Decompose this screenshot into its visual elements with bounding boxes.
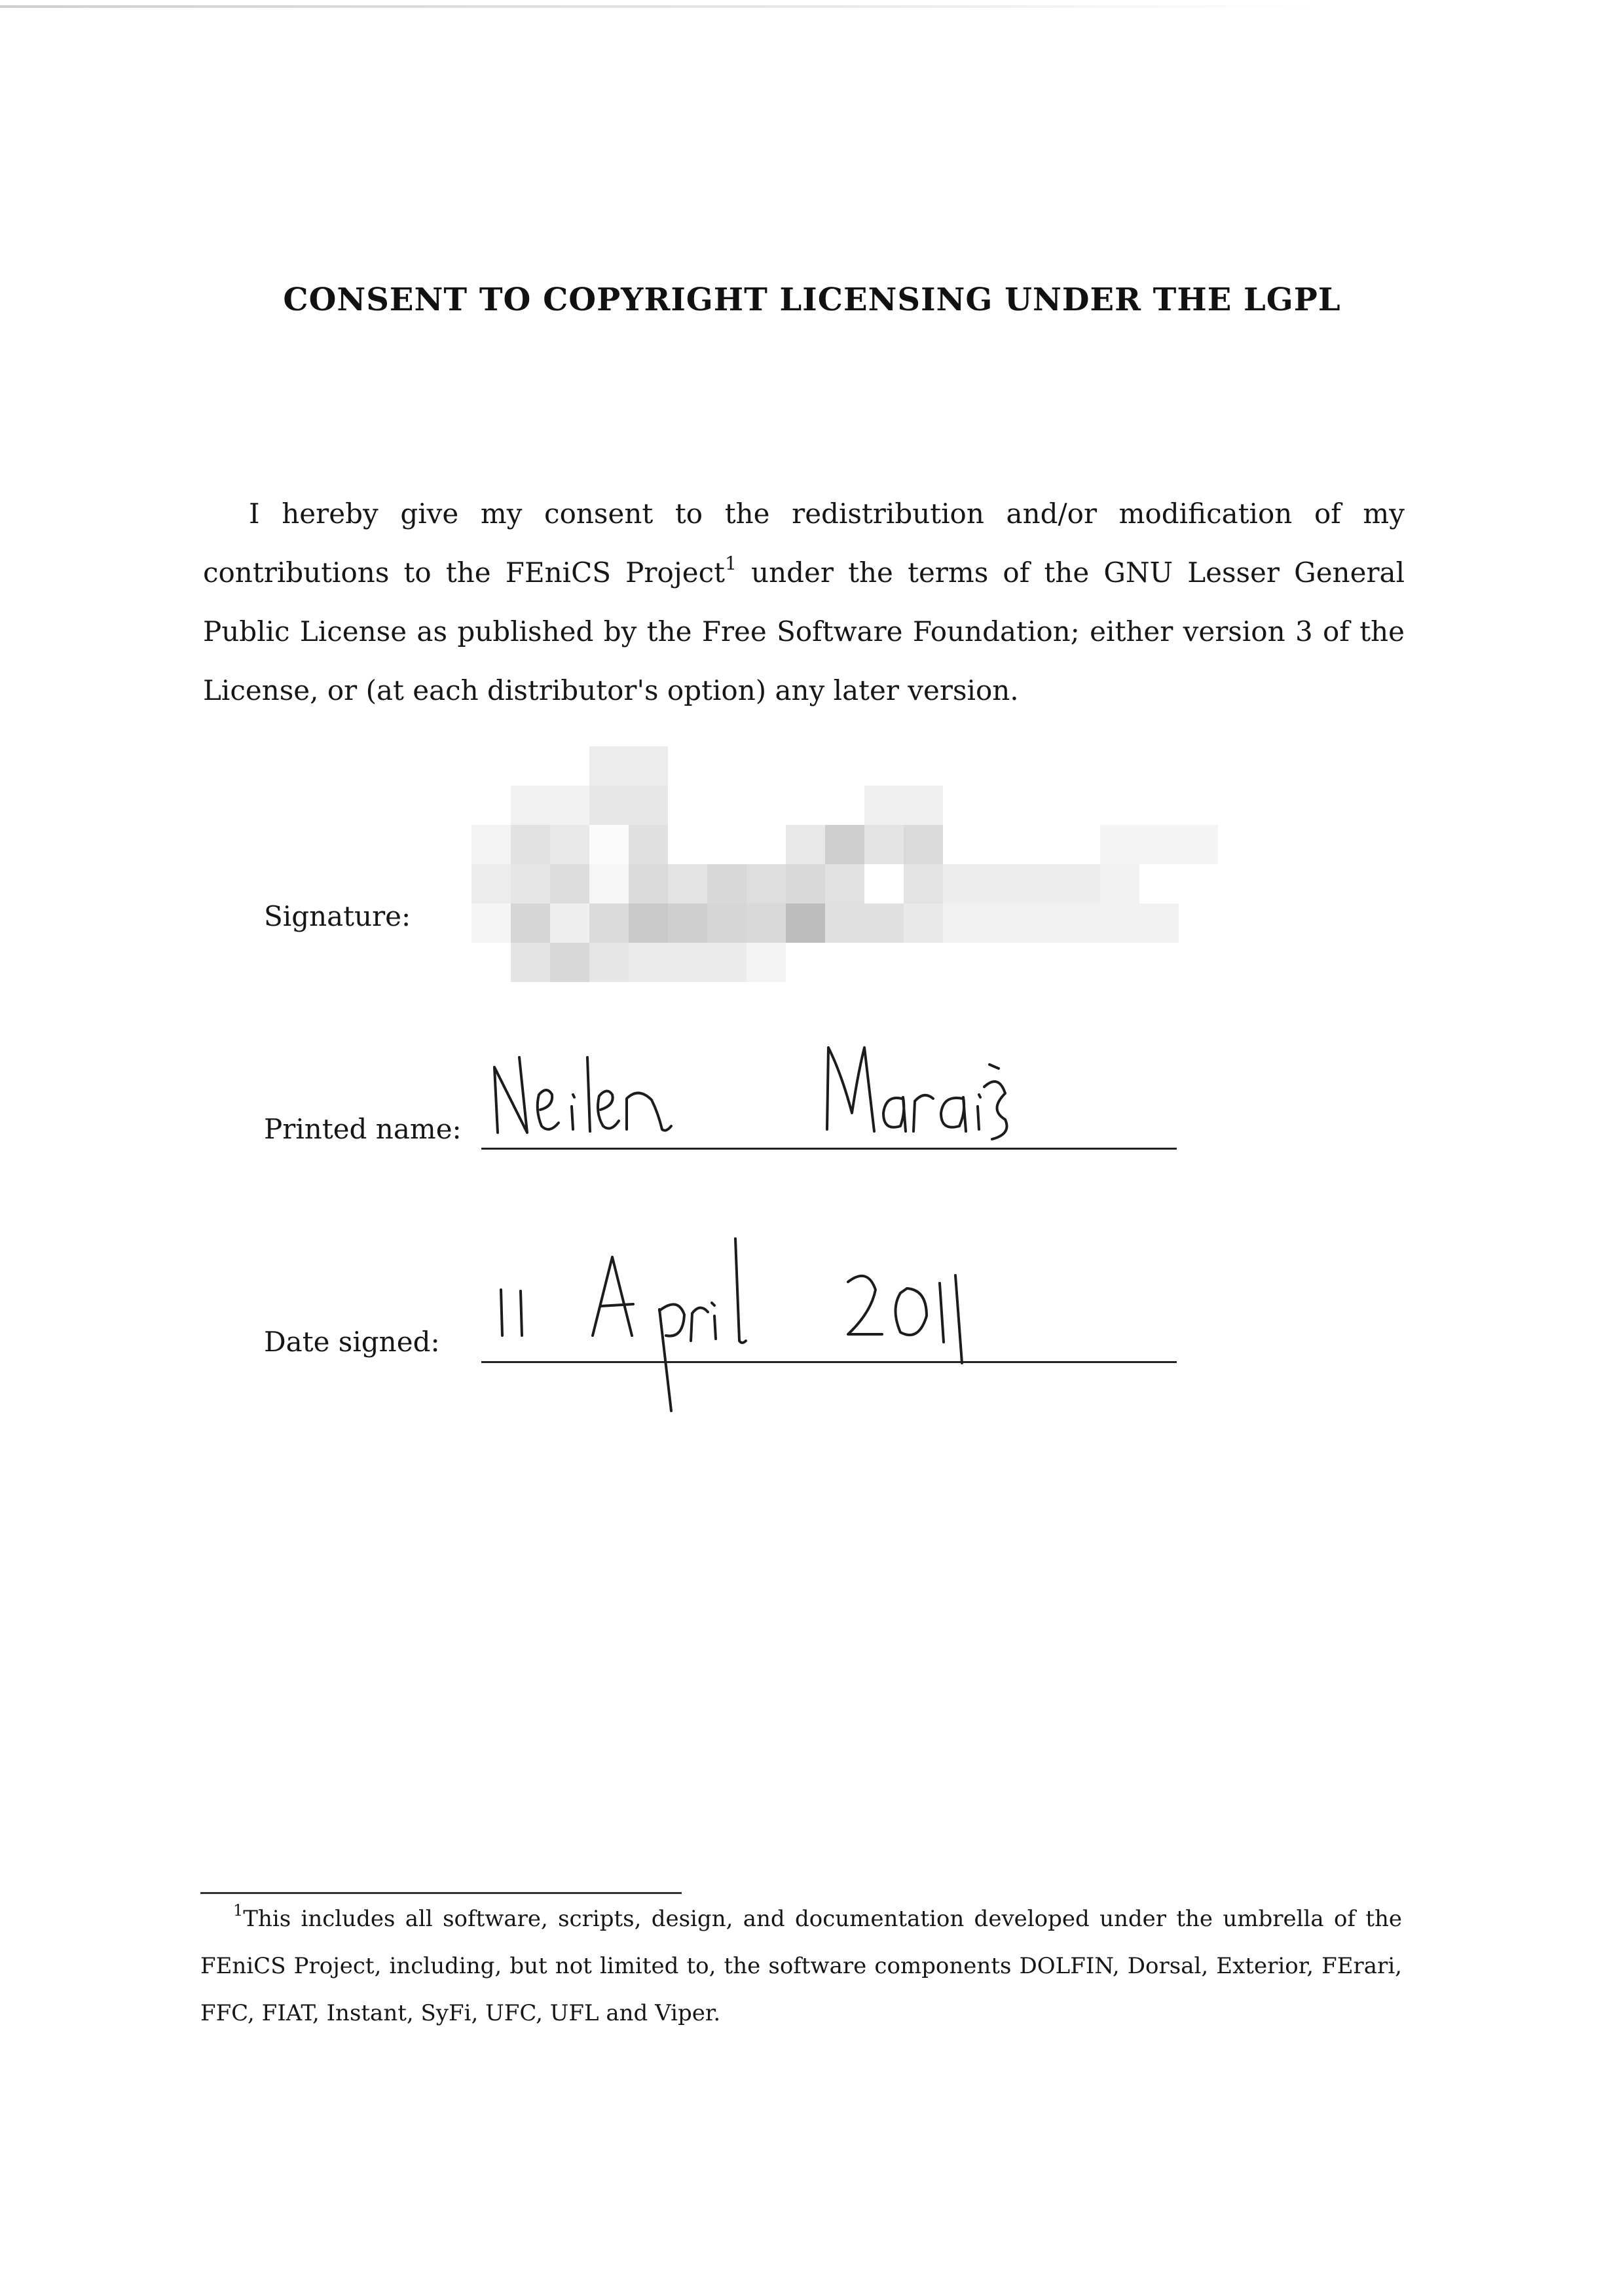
- footnote-reference: 1: [725, 553, 737, 574]
- date-signed-label: Date signed:: [264, 1326, 440, 1358]
- footnote-text: This includes all software, scripts, design, and documentation developed under the umbrella of the FEniCS Project, including, but not limited to, the software components DOLFIN, Dorsal, Exterior, FErari, FFC, FIAT, Instant, SyFi, UFC, UFL and Viper.: [200, 1906, 1402, 2026]
- footnote: [200, 1895, 1402, 2037]
- footnote-marker: 1: [233, 1901, 244, 1920]
- document-title: CONSENT TO COPYRIGHT LICENSING UNDER THE LGPL: [283, 282, 1341, 318]
- consent-text-part1: I hereby give my consent to the redistribution and/or modification of my contributions to the FEniCS Project: [203, 498, 1405, 589]
- signature-label: Signature:: [264, 900, 411, 932]
- footnote-rule: [200, 1892, 682, 1894]
- consent-text-part2: under the terms of the GNU Lesser General Public License as published by the Free Software Foundation; either version 3 of the License, or (at each distributor's option) any later version.: [203, 556, 1405, 706]
- scan-edge: [0, 5, 1316, 8]
- date-signed-handwriting: [481, 1231, 1182, 1421]
- signature-redacted-image: [471, 746, 1257, 982]
- printed-name-handwriting: [481, 1021, 1182, 1152]
- printed-name-label: Printed name:: [264, 1113, 462, 1145]
- date-signed-line: [481, 1361, 1177, 1363]
- consent-paragraph: [203, 484, 1405, 720]
- printed-name-line: [481, 1148, 1177, 1150]
